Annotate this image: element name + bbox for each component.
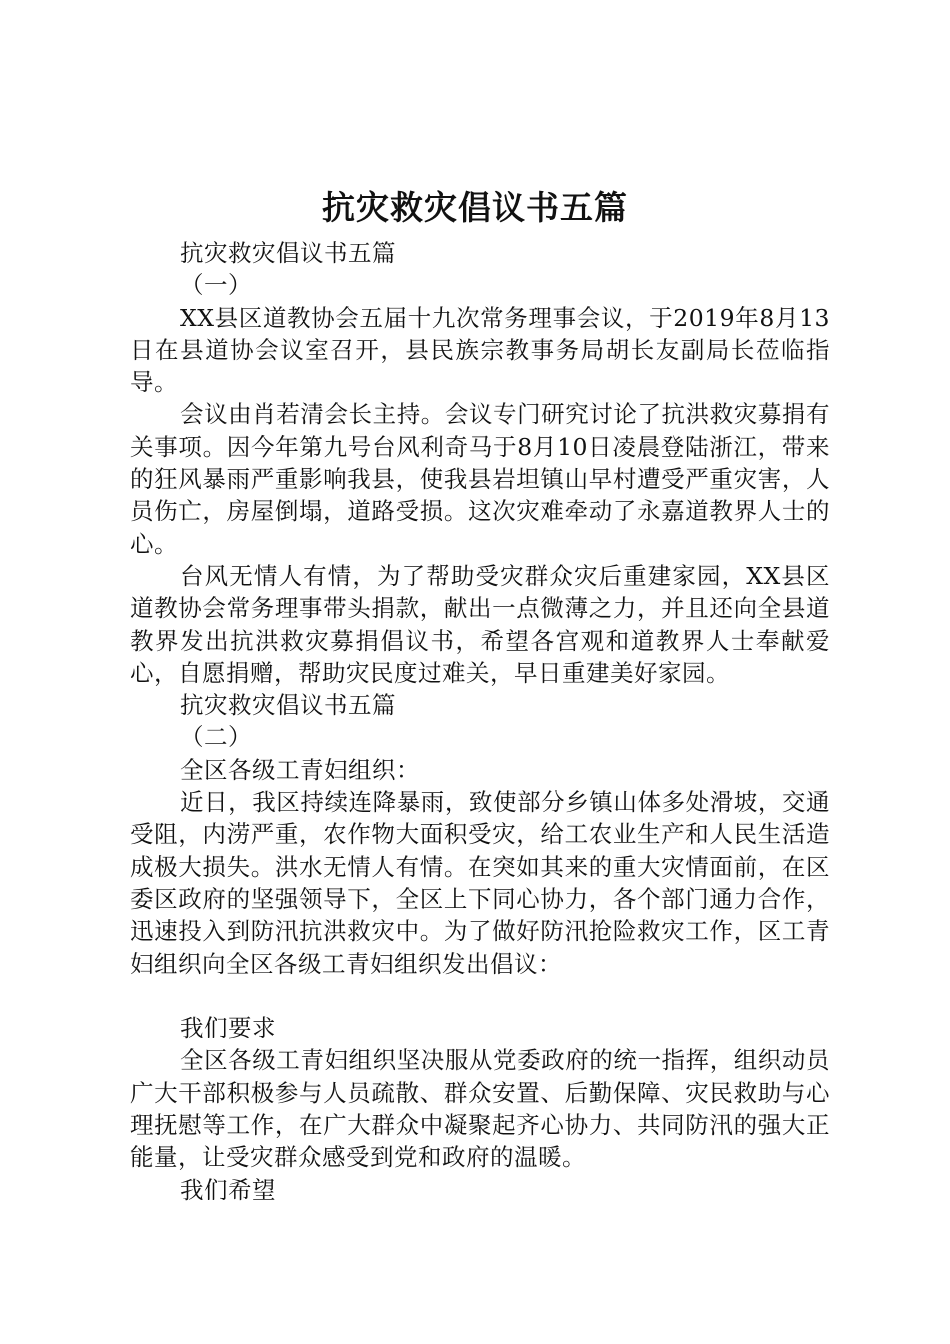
subtitle-paragraph: 抗灾救灾倡议书五篇: [180, 239, 396, 267]
section-number: （一）: [180, 271, 252, 300]
document-title: 抗灾救灾倡议书五篇: [322, 188, 628, 227]
document-body: [130, 237, 830, 1206]
section-number: （二）: [180, 723, 252, 752]
body-paragraph: 台风无情人有情，为了帮助受灾群众灾后重建家园，XX县区道教协会常务理事带头捐款，献出一点微薄之力，并且还向全县道教界发出抗洪救灾募捐倡议书，希望各宫观和道教界人士奉献爱心，自愿捐赠，帮助灾民度过难关，早日重建美好家园。: [130, 561, 830, 687]
body-paragraph: 全区各级工青妇组织坚决服从党委政府的统一指挥，组织动员广大干部积极参与人员疏散、群众安置、后勤保障、灾民救助与心理抚慰等工作，在广大群众中凝聚起齐心协力、共同防汛的强大正能量，让受灾群众感受到党和政府的温暖。: [130, 1046, 830, 1172]
body-paragraph: 会议由肖若清会长主持。会议专门研究讨论了抗洪救灾募捐有关事项。因今年第九号台风利奇马于8月10日凌晨登陆浙江，带来的狂风暴雨严重影响我县，使我县岩坦镇山早村遭受严重灾害，人员伤亡，房屋倒塌，道路受损。这次灾难牵动了永嘉道教界人士的心。: [130, 400, 830, 558]
subtitle-paragraph: 抗灾救灾倡议书五篇: [180, 691, 396, 720]
salutation: 全区各级工青妇组织：: [180, 755, 420, 784]
body-paragraph: XX县区道教协会五届十九次常务理事会议，于2019年8月13日在县道协会议室召开，县民族宗教事务局胡长友副局长莅临指导。: [130, 303, 830, 397]
body-paragraph: 近日，我区持续连降暴雨，致使部分乡镇山体多处滑坡，交通受阻，内涝严重，农作物大面积受灾，给工农业生产和人民生活造成极大损失。洪水无情人有情。在突如其来的重大灾情面前，在区委区政府的坚强领导下，全区上下同心协力，各个部门通力合作，迅速投入到防汛抗洪救灾中。为了做好防汛抢险救灾工作，区工青妇组织向全区各级工青妇组织发出倡议：: [130, 788, 830, 978]
section-heading: 我们要求: [180, 1014, 276, 1043]
blank-line: [130, 980, 830, 1012]
section-heading: 我们希望: [180, 1175, 276, 1204]
